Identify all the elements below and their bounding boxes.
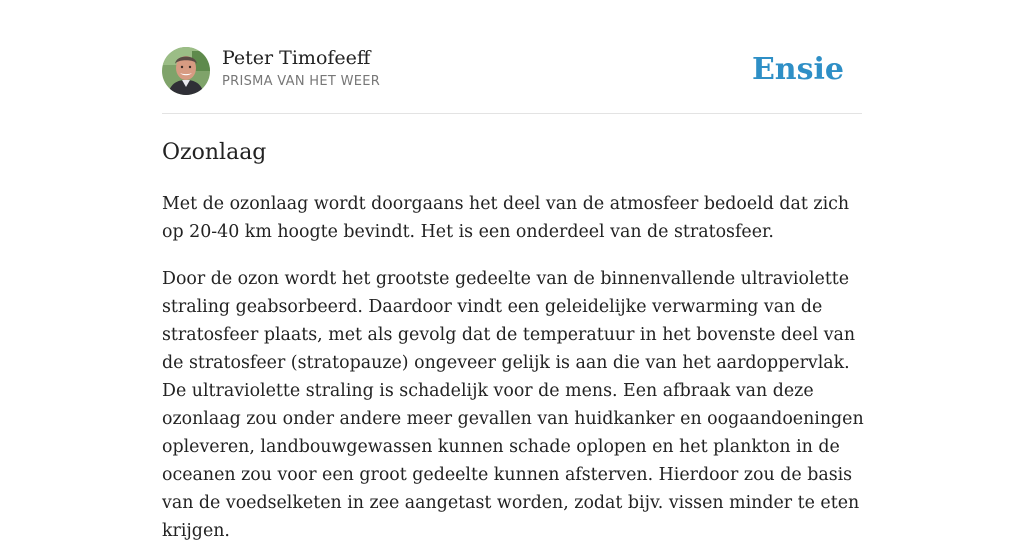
article-paragraph: Met de ozonlaag wordt doorgaans het deel van de atmosfeer bedoeld dat zich op 20-40 km hoogte bevindt. Het is een onderdeel van de stratosfeer. xyxy=(162,194,850,242)
article-title: Ozonlaag xyxy=(162,140,267,165)
author-name[interactable]: Peter Timofeeff xyxy=(222,47,371,69)
article-paragraph: Door de ozon wordt het grootste gedeelte van de binnenvallende ultraviolette straling geabsorbeerd. Daardoor vindt een geleidelijke verwarming van de stratosfeer plaats, met als gevolg dat de temperatuur in het bovenste deel van de stratosfeer (stratopauze) ongeveer gelijk is aan die van het aardoppervlak. De ultraviolette straling is schadelijk voor de mens. Een afbraak van deze ozonlaag zou onder andere meer gevallen van huidkanker en oogaandoeningen opleveren, landbouwgewassen kunnen schade oplopen en het plankton in de oceanen zou voor een groot gedeelte kunnen afsterven. Hierdoor zou de basis van de voedselketen in zee aangetast worden, zodat bijv. vissen minder te eten krijgen. xyxy=(162,269,864,541)
brand-logo[interactable]: Ensie xyxy=(751,52,844,87)
article-header xyxy=(162,0,862,114)
author-avatar[interactable] xyxy=(162,47,210,95)
article-container xyxy=(162,0,864,541)
author-subtitle[interactable]: PRISMA VAN HET WEER xyxy=(222,74,381,89)
